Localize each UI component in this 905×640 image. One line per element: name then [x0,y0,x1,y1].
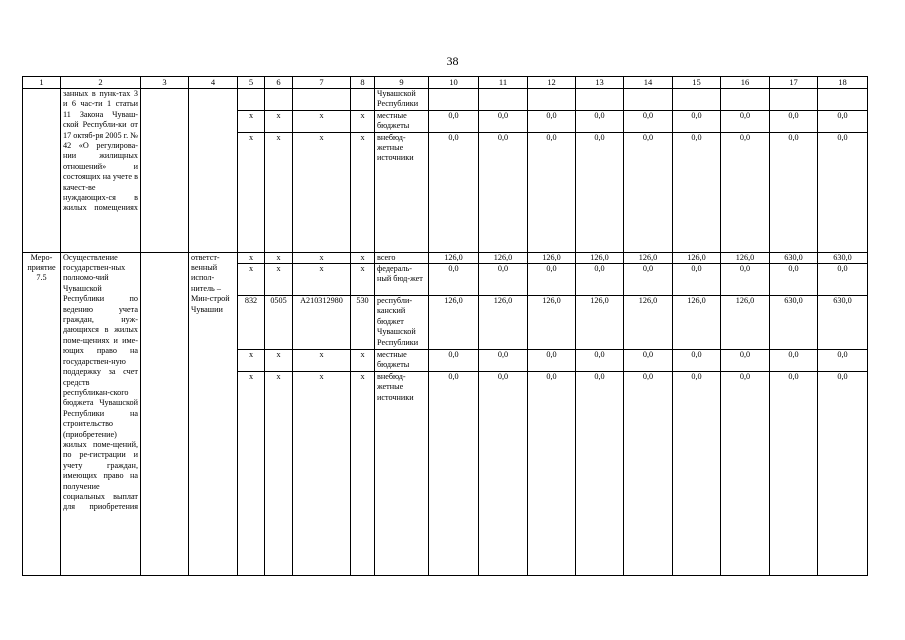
col-header: 4 [189,77,238,89]
kbk-cell: x [293,110,351,132]
value-cell: 126,0 [576,252,624,263]
kbk-cell: x [351,110,375,132]
col-header: 2 [61,77,141,89]
value-cell [770,89,818,111]
value-cell: 0,0 [576,110,624,132]
executor-cell: ответст-венный испол-нитель – Мин-строй Чувашии [189,252,238,575]
cell [141,89,189,253]
value-cell: 0,0 [429,110,479,132]
value-cell: 630,0 [818,252,868,263]
value-cell: 126,0 [721,252,770,263]
col-header: 11 [479,77,528,89]
kbk-cell: x [351,371,375,575]
col-header: 12 [528,77,576,89]
value-cell: 0,0 [624,371,673,575]
col-header: 14 [624,77,673,89]
value-cell: 0,0 [770,371,818,575]
value-cell: 126,0 [673,296,721,350]
cell [189,89,238,253]
budget-table [22,76,868,576]
value-cell [624,89,673,111]
value-cell: 0,0 [429,264,479,296]
value-cell: 0,0 [770,132,818,252]
source-cell: Чувашской Республики [375,89,429,111]
description-cell: занных в пунк-тах 3 и 6 час-ти 1 статьи 11 Закона Чуваш-ской Республи-ки от 17 октяб-ря 2005 г. № 42 «О регулирова-нии жилищных отношений» и состоящих на учете в качест-ве нуждающих-ся в жилых помещениях [61,89,141,253]
kbk-cell: x [265,110,293,132]
kbk-cell: x [351,252,375,263]
value-cell: 0,0 [673,371,721,575]
value-cell: 126,0 [479,252,528,263]
col-header: 18 [818,77,868,89]
kbk-cell: x [238,252,265,263]
value-cell: 0,0 [528,371,576,575]
value-cell: 126,0 [624,252,673,263]
value-cell: 126,0 [528,296,576,350]
kbk-cell: x [265,350,293,372]
value-cell: 126,0 [624,296,673,350]
value-cell: 126,0 [429,296,479,350]
value-cell: 630,0 [818,296,868,350]
source-cell: всего [375,252,429,263]
kbk-cell: x [238,350,265,372]
value-cell: 0,0 [479,110,528,132]
kbk-cell: x [351,132,375,252]
value-cell: 0,0 [721,110,770,132]
value-cell: 0,0 [429,371,479,575]
value-cell: 0,0 [528,350,576,372]
source-cell: местные бюджеты [375,110,429,132]
value-cell [429,89,479,111]
source-cell: внебюд-жетные источники [375,132,429,252]
kbk-cell: x [351,264,375,296]
value-cell: 0,0 [479,264,528,296]
col-header: 10 [429,77,479,89]
source-cell: внебюд-жетные источники [375,371,429,575]
source-cell: местные бюджеты [375,350,429,372]
item-cell: Меро-приятие 7.5 [23,252,61,575]
col-header: 7 [293,77,351,89]
header-row [23,77,868,89]
col-header: 15 [673,77,721,89]
kbk-cell: x [293,132,351,252]
col-header: 3 [141,77,189,89]
value-cell: 0,0 [721,350,770,372]
value-cell: 126,0 [479,296,528,350]
value-cell [528,89,576,111]
value-cell: 0,0 [673,350,721,372]
value-cell: 0,0 [624,264,673,296]
value-cell: 0,0 [673,132,721,252]
value-cell: 0,0 [429,350,479,372]
description-cell: Осуществление государствен-ных полномо-чий Чувашской Республики по ведению учета граждан, нуж-дающихся в жилых поме-щениях и име-ющих право на государствен-ную поддержку за счет средств республикан-ского бюджета Чувашской Республики на строительство (приобретение) жилых поме-щений, по ре-гистрации и учету граждан, имеющих право на получение социальных выплат для приобретения [61,252,141,575]
value-cell: 126,0 [429,252,479,263]
col-header: 8 [351,77,375,89]
kbk-cell: x [265,264,293,296]
col-header: 6 [265,77,293,89]
value-cell: 126,0 [576,296,624,350]
value-cell: 0,0 [721,371,770,575]
value-cell: 0,0 [528,264,576,296]
value-cell: 126,0 [673,252,721,263]
value-cell [479,89,528,111]
value-cell [818,89,868,111]
value-cell: 0,0 [576,350,624,372]
kbk-cell: x [293,371,351,575]
value-cell: 0,0 [770,264,818,296]
cell [141,252,189,575]
value-cell: 126,0 [528,252,576,263]
value-cell: 0,0 [818,132,868,252]
kbk-cell: x [238,110,265,132]
value-cell: 0,0 [576,371,624,575]
kbk-cell: x [238,132,265,252]
value-cell: 0,0 [818,264,868,296]
kbk-cell: x [265,252,293,263]
source-cell: республи-канский бюджет Чувашской Республики [375,296,429,350]
value-cell: 0,0 [624,132,673,252]
value-cell: 0,0 [818,110,868,132]
kbk-cell: x [238,371,265,575]
table-row [23,252,868,263]
kbk-cell [351,89,375,111]
item-cell [23,89,61,253]
col-header: 16 [721,77,770,89]
value-cell: 126,0 [721,296,770,350]
kbk-cell: x [265,132,293,252]
kbk-cell [265,89,293,111]
kbk-cell: 0505 [265,296,293,350]
value-cell: 0,0 [528,110,576,132]
value-cell: 0,0 [770,350,818,372]
value-cell: 0,0 [624,350,673,372]
value-cell: 0,0 [818,371,868,575]
value-cell [576,89,624,111]
kbk-cell: А210312980 [293,296,351,350]
col-header: 1 [23,77,61,89]
table-row [23,89,868,111]
value-cell: 0,0 [624,110,673,132]
value-cell: 0,0 [673,110,721,132]
value-cell: 0,0 [576,264,624,296]
value-cell: 0,0 [576,132,624,252]
col-header: 17 [770,77,818,89]
value-cell: 0,0 [429,132,479,252]
kbk-cell: x [293,252,351,263]
kbk-cell: x [293,350,351,372]
value-cell: 630,0 [770,252,818,263]
col-header: 5 [238,77,265,89]
value-cell [721,89,770,111]
kbk-cell: 832 [238,296,265,350]
kbk-cell [238,89,265,111]
kbk-cell [293,89,351,111]
page-number: 38 [446,54,459,68]
kbk-cell: x [238,264,265,296]
kbk-cell: 530 [351,296,375,350]
value-cell: 0,0 [479,371,528,575]
value-cell [673,89,721,111]
kbk-cell: x [265,371,293,575]
value-cell: 0,0 [770,110,818,132]
value-cell: 0,0 [479,132,528,252]
source-cell: федераль-ный бюд-жет [375,264,429,296]
value-cell: 0,0 [479,350,528,372]
kbk-cell: x [293,264,351,296]
col-header: 9 [375,77,429,89]
value-cell: 0,0 [528,132,576,252]
value-cell: 630,0 [770,296,818,350]
value-cell: 0,0 [721,132,770,252]
value-cell: 0,0 [673,264,721,296]
value-cell: 0,0 [721,264,770,296]
kbk-cell: x [351,350,375,372]
value-cell: 0,0 [818,350,868,372]
col-header: 13 [576,77,624,89]
